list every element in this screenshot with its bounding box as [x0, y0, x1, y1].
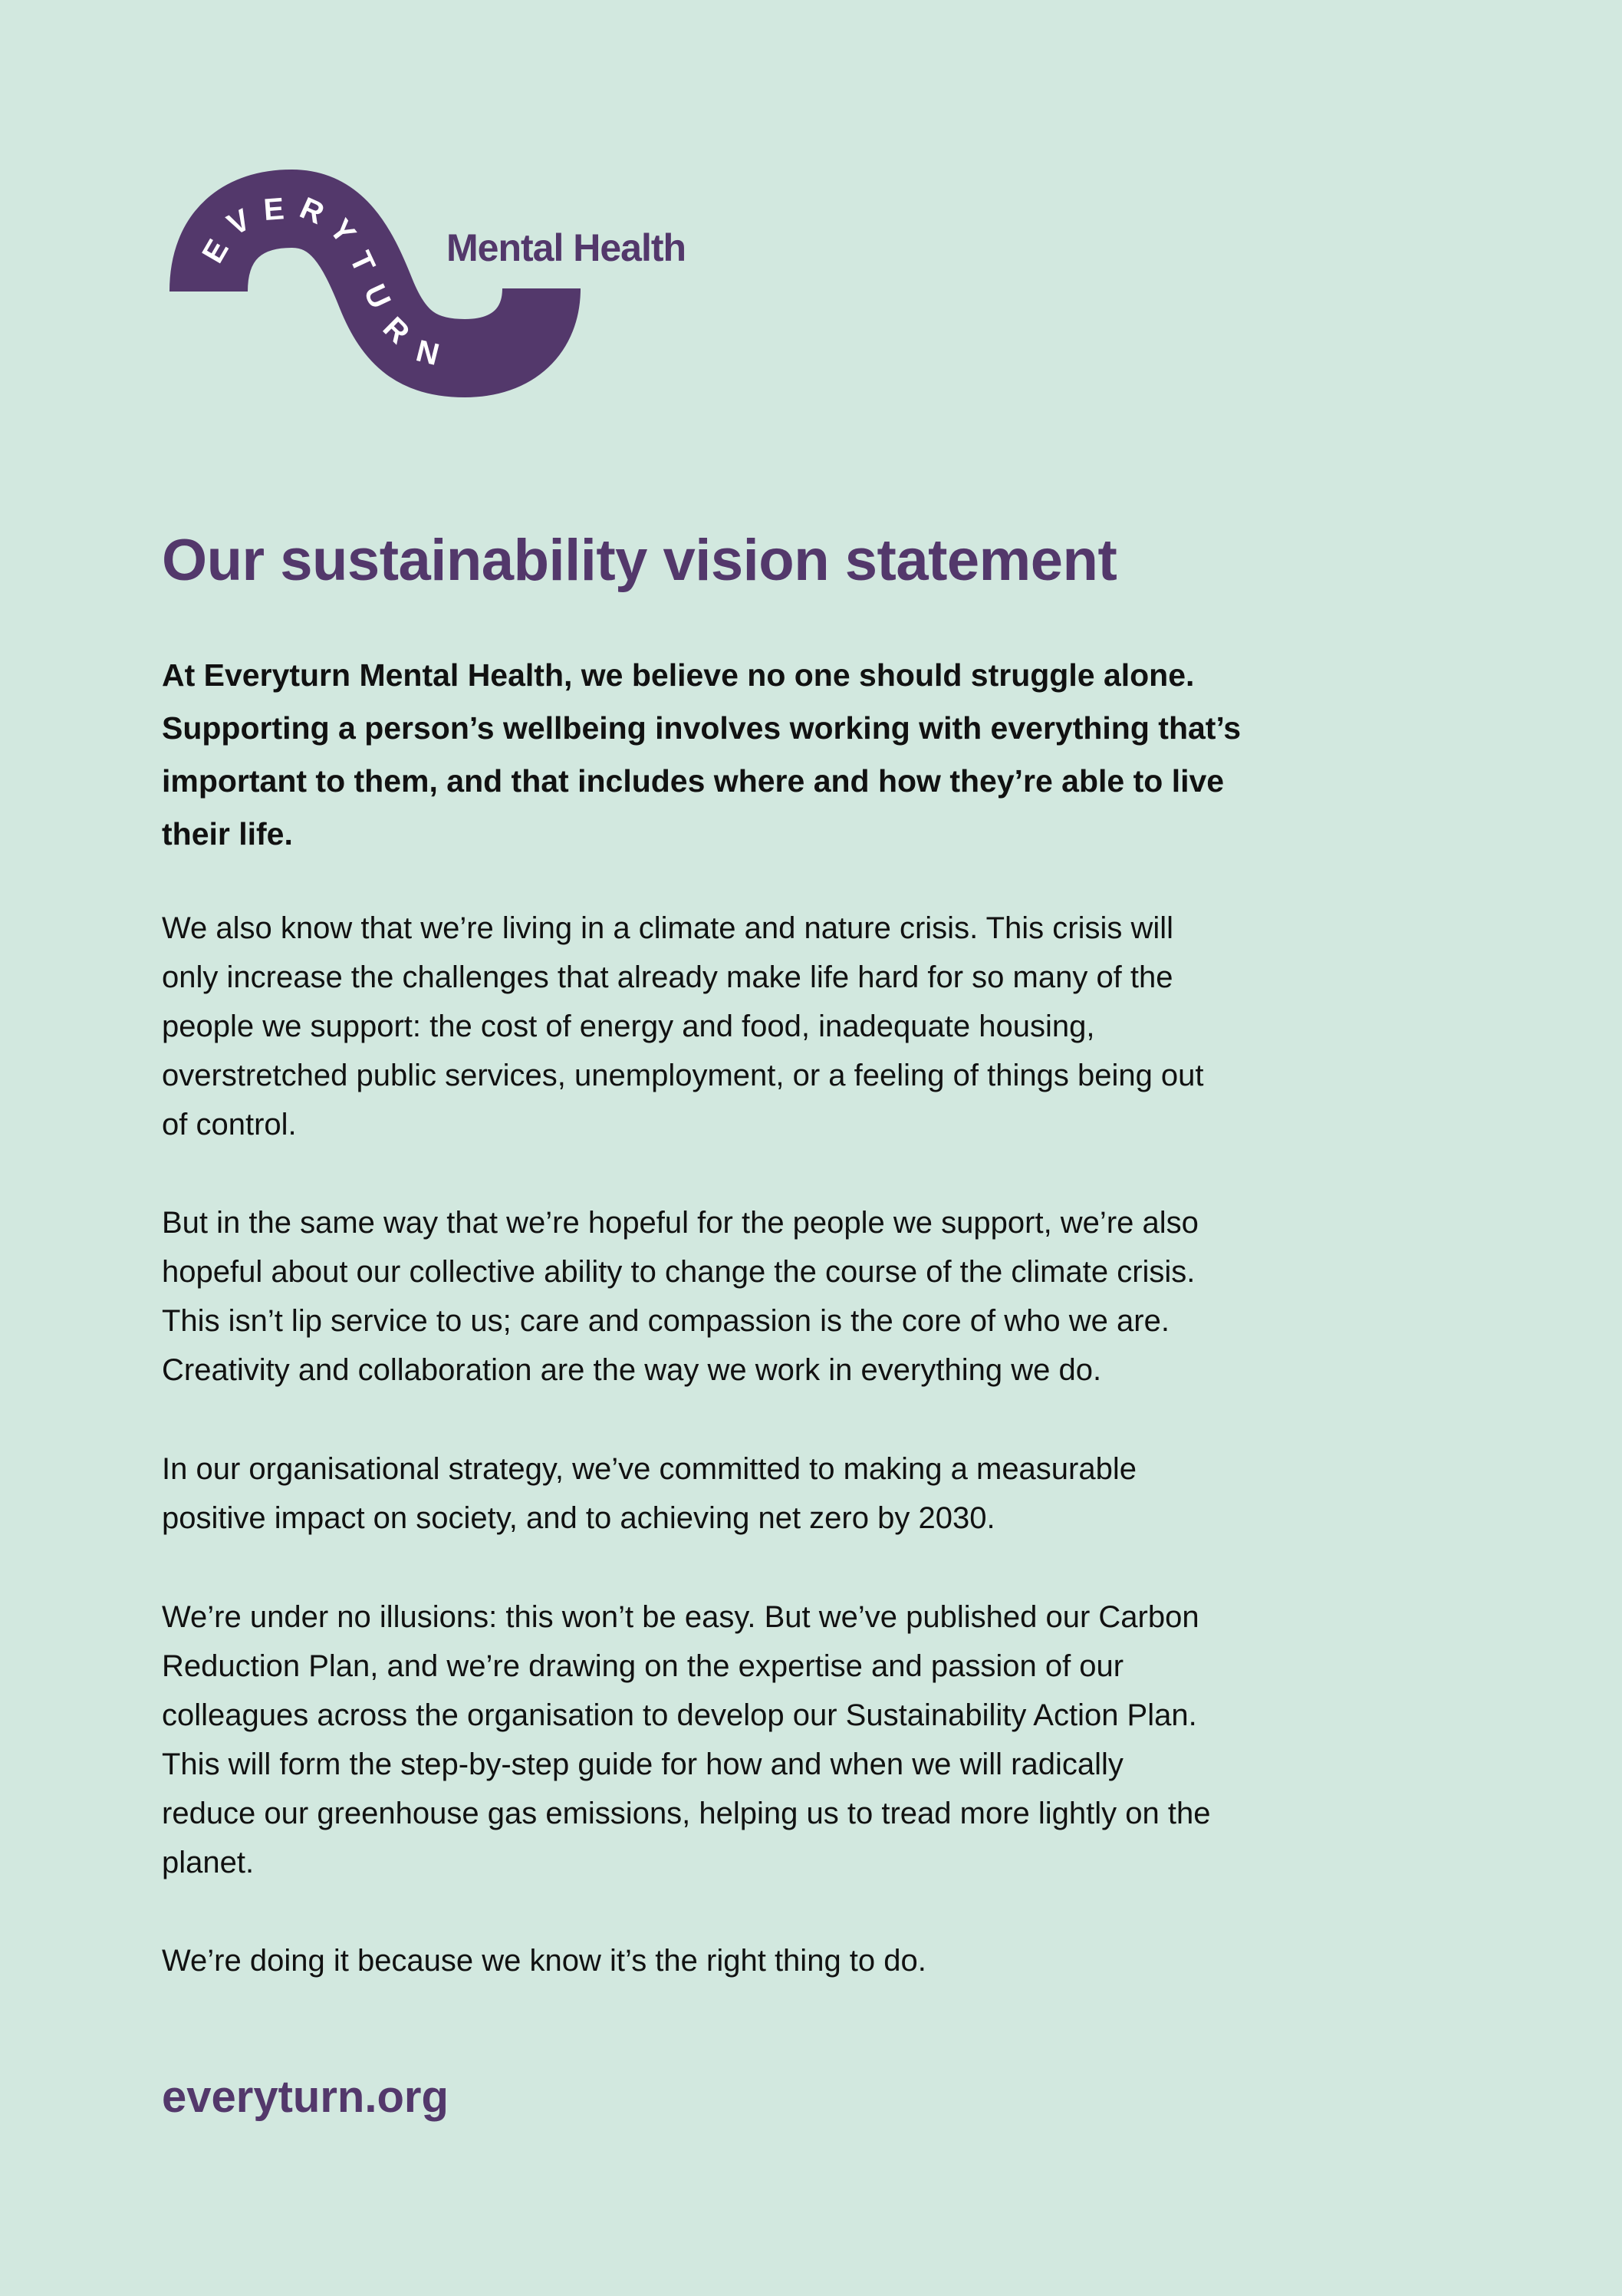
body-line: overstretched public services, unemployment, or a feeling of things being out: [162, 1059, 1204, 1092]
paragraph-strategy: [162, 1444, 1137, 1543]
body-line: In our organisational strategy, we’ve committed to making a measurable: [162, 1452, 1137, 1486]
lead-line: Supporting a person’s wellbeing involves working with everything that’s: [162, 710, 1242, 746]
body-line: We’re doing it because we know it’s the right thing to do.: [162, 1944, 926, 1978]
body-line: hopeful about our collective ability to change the course of the climate crisis.: [162, 1255, 1196, 1289]
paragraph-action-plan: [162, 1593, 1210, 1887]
logo-wordmark: EVERYTURN: [196, 190, 459, 377]
body-line: Reduction Plan, and we’re drawing on the expertise and passion of our: [162, 1649, 1124, 1683]
page-title: Our sustainability vision statement: [162, 528, 1117, 593]
body-line: reduce our greenhouse gas emissions, helping us to tread more lightly on the: [162, 1797, 1211, 1830]
body-line: But in the same way that we’re hopeful for the people we support, we’re also: [162, 1206, 1199, 1240]
lead-paragraph: [162, 649, 1241, 861]
brand-subtitle: Mental Health: [446, 226, 686, 269]
paragraph-closing: [162, 1936, 926, 1985]
body-line: Creativity and collaboration are the way we work in everything we do.: [162, 1353, 1102, 1387]
body-line: of control.: [162, 1108, 297, 1141]
lead-line: At Everyturn Mental Health, we believe no one should struggle alone.: [162, 657, 1195, 693]
body-line: positive impact on society, and to achieving net zero by 2030.: [162, 1501, 995, 1535]
body-line: This isn’t lip service to us; care and compassion is the core of who we are.: [162, 1304, 1170, 1338]
body-line: We’re under no illusions: this won’t be easy. But we’ve published our Carbon: [162, 1600, 1199, 1634]
everyturn-logo: [0, 0, 767, 430]
lead-line: their life.: [162, 816, 293, 852]
website-link[interactable]: everyturn.org: [162, 2072, 449, 2122]
paragraph-hopeful: [162, 1198, 1199, 1395]
body-line: colleagues across the organisation to develop our Sustainability Action Plan.: [162, 1698, 1197, 1732]
body-line: people we support: the cost of energy and food, inadequate housing,: [162, 1010, 1095, 1043]
lead-line: important to them, and that includes where and how they’re able to live: [162, 763, 1225, 799]
paragraph-climate-crisis: [162, 904, 1204, 1149]
body-line: This will form the step-by-step guide for how and when we will radically: [162, 1748, 1124, 1781]
body-line: We also know that we’re living in a climate and nature crisis. This crisis will: [162, 911, 1174, 945]
body-line: planet.: [162, 1846, 255, 1879]
body-line: only increase the challenges that already make life hard for so many of the: [162, 960, 1173, 994]
